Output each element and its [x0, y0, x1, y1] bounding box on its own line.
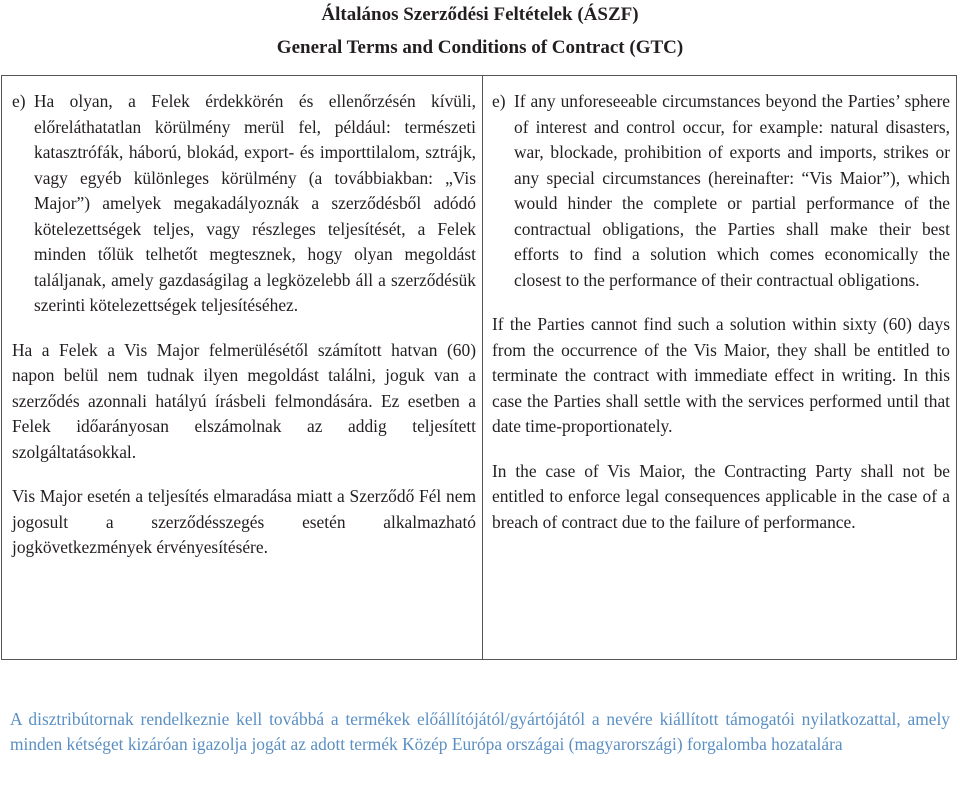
- distributor-note: A disztribútornak rendelkeznie kell továbbá a termékek előállítójától/gyártójától a nevére kiállított támogatói nyilatkozattal, amely minden kétséget kizáróan igazolja jogát az adott termék Közép Európa országai (magyarországi) forgalomba hozatalára: [10, 709, 950, 754]
- paragraph-consequences-en: In the case of Vis Maior, the Contracting Party shall not be entitled to enforce legal consequences applicable in the case of a breach of contract due to the failure of performance.: [492, 460, 950, 532]
- paragraph-consequences-hu: Vis Major esetén a teljesítés elmaradása miatt a Szerződő Fél nem jogosult a szerződésszegés esetén alkalmazható jogkövetkezmények érvényesítésére.: [12, 486, 476, 557]
- column-divider: [482, 76, 483, 659]
- clause-marker: e): [12, 91, 26, 111]
- clause-marker: e): [492, 91, 506, 111]
- clause-text: Ha olyan, a Felek érdekkörén és ellenőrzésén kívüli, előreláthatatlan körülmény merül fel, például: természeti katasztrófák, háború, blokád, export- és importtilalom, sztrájk, vagy egyéb különleges körülmény (a továbbiakban: „Vis Major”) amelyek megakadályoznák a szerződésből adódó kötelezettségek teljes, vagy részleges teljesítését, a Felek minden tőlük telhetőt megtesznek, hogy olyan megoldást találjanak, amely gazdaságilag a legközelebb áll a szerződésük szerinti kötelezettségek teljesítéséhez.: [34, 91, 476, 315]
- paragraph-termination-en: If the Parties cannot find such a solution within sixty (60) days from the occurrence of the Vis Maior, they shall be entitled to terminate the contract with immediate effect in writing. In this case the Parties shall settle with the services performed until that date time-proportionately.: [492, 314, 950, 436]
- paragraph-termination-hu: Ha a Felek a Vis Major felmerülésétől számított hatvan (60) napon belül nem tudnak ilyen megoldást találni, joguk van a szerződés azonnali hatályú írásbeli felmondására. Ez esetben a Felek időarányosan elszámolnak az addig teljesített szolgáltatásokkal.: [12, 339, 476, 462]
- document-title-hungarian: Általános Szerződési Feltételek (ÁSZF): [321, 4, 639, 25]
- bilingual-terms-table: [1, 75, 957, 660]
- clause-e-hungarian: [12, 89, 476, 319]
- clause-e-english: [492, 89, 950, 293]
- hungarian-column: [12, 89, 476, 561]
- document-title-english: General Terms and Conditions of Contract (GTC): [276, 37, 684, 58]
- english-column: [492, 89, 950, 535]
- clause-text: If any unforeseeable circumstances beyond the Parties’ sphere of interest and control occur, for example: natural disasters, war, blockade, prohibition of exports and imports, strikes or any special circumstances (hereinafter: “Vis Maior”), which would hinder the complete or partial performance of the contractual obligations, the Parties shall make their best efforts to find a solution which comes economically the closest to the performance of their contractual obligations.: [514, 91, 950, 290]
